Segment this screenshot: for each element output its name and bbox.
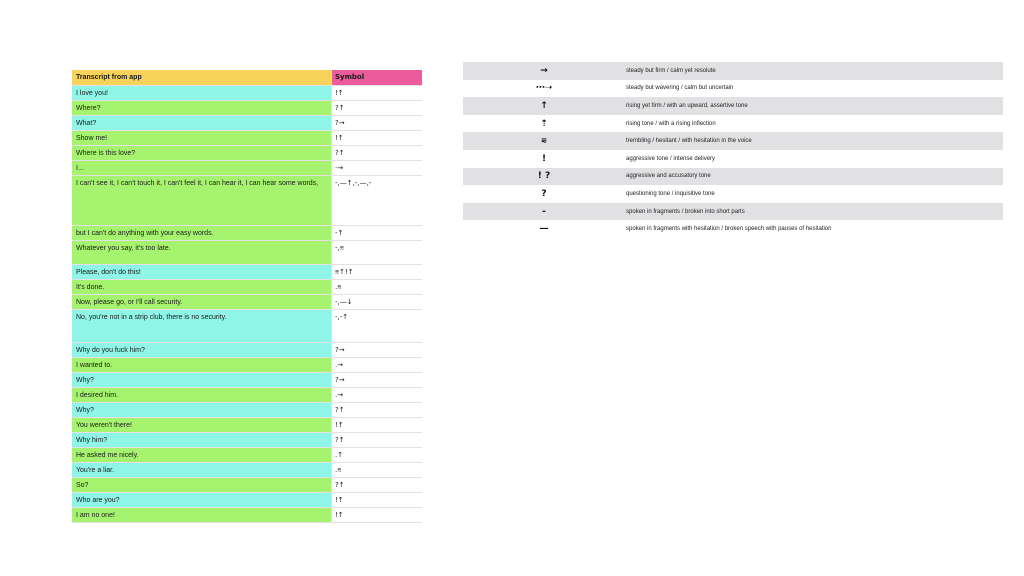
header-symbol: Symbol [331, 70, 422, 85]
transcript-cell: Why him? [72, 433, 331, 447]
transcript-cell: Whatever you say, it's too late. [72, 241, 331, 264]
transcript-cell: I can't see it, I can't touch it, I can't feel it, I can hear it, I can hear some words, [72, 176, 331, 225]
table-row [72, 241, 422, 265]
symbol-cell: ?↑ [331, 478, 422, 492]
legend-symbol: ↑ [540, 100, 548, 111]
symbol-legend [463, 62, 1003, 238]
table-row [72, 101, 422, 116]
legend-description: questioning tone / inquisitive tone [626, 190, 715, 197]
table-row [72, 146, 422, 161]
transcript-cell: Show me! [72, 131, 331, 145]
symbol-cell: .→ [331, 358, 422, 372]
table-row [72, 295, 422, 310]
legend-symbol: ⇡ [540, 118, 548, 129]
table-row [72, 161, 422, 176]
legend-description: spoken in fragments with hesitation / broken speech with pauses of hesitation [626, 226, 832, 233]
table-row [72, 131, 422, 146]
transcript-cell: I... [72, 161, 331, 175]
symbol-cell: !↑ [331, 131, 422, 145]
transcript-cell: Please, don't do this! [72, 265, 331, 279]
legend-row [463, 97, 1003, 115]
symbol-cell: .↑ [331, 448, 422, 462]
transcript-cell: I am no one! [72, 508, 331, 522]
legend-row [463, 203, 1003, 221]
legend-symbol: - [542, 206, 546, 217]
symbol-cell: !↑ [331, 508, 422, 522]
transcript-cell: He asked me nicely. [72, 448, 331, 462]
symbol-cell: !↑ [331, 86, 422, 100]
symbol-cell: -,—↓ [331, 295, 422, 309]
transcript-cell: Why? [72, 403, 331, 417]
legend-row [463, 185, 1003, 203]
table-row [72, 388, 422, 403]
transcript-table [72, 70, 422, 523]
symbol-cell: ?→ [331, 116, 422, 130]
transcript-cell: I wanted to. [72, 358, 331, 372]
symbol-cell: ?↑ [331, 403, 422, 417]
legend-description: spoken in fragments / broken into short parts [626, 208, 745, 215]
table-row [72, 265, 422, 280]
table-row [72, 433, 422, 448]
legend-symbol: ⋯➝ [535, 83, 553, 94]
transcript-cell: Why do you fuck him? [72, 343, 331, 357]
legend-description: trembling / hesitant / with hesitation in the voice [626, 138, 752, 145]
symbol-cell: ?→ [331, 343, 422, 357]
transcript-cell: Where is this love? [72, 146, 331, 160]
table-body [72, 86, 422, 523]
transcript-cell: but I can't do anything with your easy words. [72, 226, 331, 240]
symbol-cell: ?↑ [331, 433, 422, 447]
legend-symbol: ! [541, 153, 547, 164]
symbol-cell: ⩳↑!↑ [331, 265, 422, 279]
table-row [72, 373, 422, 388]
table-row [72, 343, 422, 358]
legend-row [463, 150, 1003, 168]
legend-row [463, 132, 1003, 150]
transcript-cell: No, you're not in a strip club, there is no security. [72, 310, 331, 342]
legend-symbol: ! ? [537, 171, 551, 182]
symbol-cell: ?↑ [331, 101, 422, 115]
transcript-cell: It's done. [72, 280, 331, 294]
legend-description: steady but firm / calm yet resolute [626, 67, 716, 74]
symbol-cell: !↑ [331, 418, 422, 432]
legend-symbol: ? [541, 188, 547, 199]
table-row [72, 310, 422, 343]
header-transcript: Transcript from app [72, 70, 331, 85]
symbol-cell: .→ [331, 388, 422, 402]
legend-symbol: — [539, 224, 549, 235]
symbol-cell: .⩳ [331, 280, 422, 294]
transcript-cell: What? [72, 116, 331, 130]
table-header-row [72, 70, 422, 86]
symbol-cell: -↑ [331, 226, 422, 240]
table-row [72, 508, 422, 523]
legend-row [463, 220, 1003, 238]
symbol-cell: -,—↑,-,—,- [331, 176, 422, 225]
table-row [72, 493, 422, 508]
transcript-cell: So? [72, 478, 331, 492]
table-row [72, 280, 422, 295]
legend-symbol: ⩳ [541, 136, 547, 147]
table-row [72, 116, 422, 131]
table-row [72, 448, 422, 463]
transcript-cell: You're a liar. [72, 463, 331, 477]
legend-description: aggressive tone / intense delivery [626, 155, 716, 162]
legend-description: aggressive and accusatory tone [626, 173, 711, 180]
symbol-cell: -,⩳ [331, 241, 422, 264]
table-row [72, 176, 422, 226]
legend-row [463, 80, 1003, 98]
legend-description: steady but wavering / calm but uncertain [626, 85, 734, 92]
table-row [72, 478, 422, 493]
transcript-cell: Who are you? [72, 493, 331, 507]
symbol-cell: ?→ [331, 373, 422, 387]
symbol-cell: -,-↑ [331, 310, 422, 342]
table-row [72, 226, 422, 241]
table-row [72, 418, 422, 433]
transcript-cell: I love you! [72, 86, 331, 100]
transcript-cell: Where? [72, 101, 331, 115]
legend-description: rising yet firm / with an upward, assertive tone [626, 102, 748, 109]
table-row [72, 403, 422, 418]
legend-symbol: → [540, 65, 548, 76]
legend-row [463, 115, 1003, 133]
legend-row [463, 62, 1003, 80]
transcript-cell: I desired him. [72, 388, 331, 402]
table-row [72, 463, 422, 478]
table-row [72, 358, 422, 373]
transcript-cell: Why? [72, 373, 331, 387]
symbol-cell: ?↑ [331, 146, 422, 160]
transcript-cell: Now, please go, or I'll call security. [72, 295, 331, 309]
transcript-cell: You weren't there! [72, 418, 331, 432]
symbol-cell: ·→ [331, 161, 422, 175]
table-row [72, 86, 422, 101]
legend-row [463, 168, 1003, 186]
symbol-cell: .⩳ [331, 463, 422, 477]
legend-description: rising tone / with a rising inflection [626, 120, 716, 127]
symbol-cell: !↑ [331, 493, 422, 507]
